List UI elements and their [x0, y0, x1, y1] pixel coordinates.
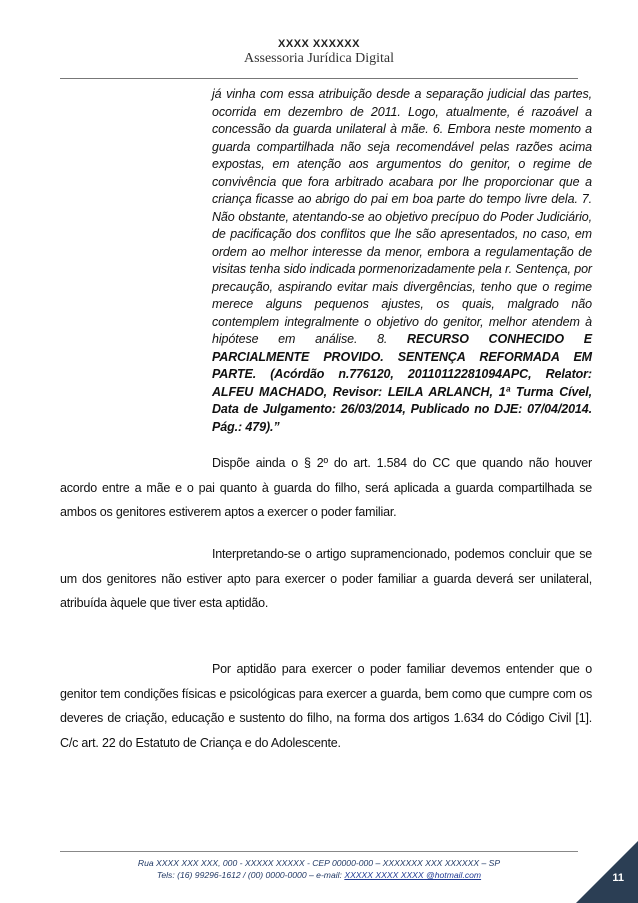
header-divider: [60, 78, 578, 79]
page-corner-decoration: [576, 841, 638, 903]
footer-phones: Tels: (16) 99296-1612 / (00) 0000-0000 – e-mail:: [156, 870, 342, 880]
brand-subtitle: Assessoria Jurídica Digital: [243, 51, 395, 66]
jurisprudence-quote: [212, 86, 592, 436]
footer-divider: [60, 851, 578, 852]
footer-email-link[interactable]: XXXXX XXXX XXXX @hotmail.com: [344, 870, 482, 880]
body-paragraph: [60, 657, 592, 755]
body-paragraph: [60, 542, 592, 616]
body-paragraph: [60, 451, 592, 525]
paragraph-text: Interpretando-se o artigo supramencionado, podemos concluir que se um dos genitores não estiver apto para exercer o poder familiar a guarda deverá ser unilateral, atribuída àquele que tiver esta aptidão.: [60, 547, 592, 610]
footer-address: Rua XXXX XXX XXX, 000 - XXXXX XXXXX - CEP 00000-000 – XXXXXXX XXX XXXXXX – SP: [137, 858, 501, 868]
page-header: [0, 0, 638, 80]
footer-contact: [0, 870, 638, 880]
quote-text: já vinha com essa atribuição desde a separação judicial das partes, ocorrida em dezembro de 2011. Logo, atualmente, é razoável a concessão da guarda unilateral à mãe. 6. Embora neste momento a guarda compartilhada não seja recomendável pelas razões acima expostas, em atenção aos argumentos do genitor, o regime de convivência que fora arbitrado acabara por lhe proporcionar que a criança ficasse ao abrigo do pai em boa parte do tempo livre dela. 7. Não obstante, atentando-se ao objetivo precípuo do Poder Judiciário, de pacificação dos conflitos que lhe são apresentados, no caso, em ordem ao melhor interesse da menor, embora a regulamentação de visitas tenha sido indicada pormenorizadamente pela r. Sentença, por precaução, aspirando evitar mais divergências, tenho que o regime merece alguns pequenos ajustes, os quais, malgrado não contemplem integralmente o objetivo do genitor, melhor atendem à hipótese em análise. 8.: [212, 87, 592, 346]
quote-bold-text: RECURSO CONHECIDO E PARCIALMENTE PROVIDO. SENTENÇA REFORMADA EM PARTE. (Acórdão n.776120, 20110112281094APC, Relator: ALFEU MACHADO, Revisor: LEILA ARLANCH, 1ª Turma Cível, Data de Julgamento: 26/03/2014, Publicado no DJE: 07/04/2014. Pág.: 479).”: [212, 332, 593, 434]
paragraph-text: Dispõe ainda o § 2º do art. 1.584 do CC que quando não houver acordo entre a mãe e o pai quanto à guarda do filho, será aplicada a guarda compartilhada se ambos os genitores estiverem aptos a exercer o poder familiar.: [60, 456, 592, 519]
page-number: 11: [612, 872, 624, 884]
brand-name: XXXX XXXXXX: [278, 38, 360, 50]
paragraph-text: Por aptidão para exercer o poder familiar devemos entender que o genitor tem condições físicas e psicológicas para exercer a guarda, bem como que cumpre com os deveres de criação, educação e sustento do filho, na forma dos artigos 1.634 do Código Civil [1]. C/c art. 22 do Estatuto de Criança e do Adolescente.: [60, 662, 592, 750]
